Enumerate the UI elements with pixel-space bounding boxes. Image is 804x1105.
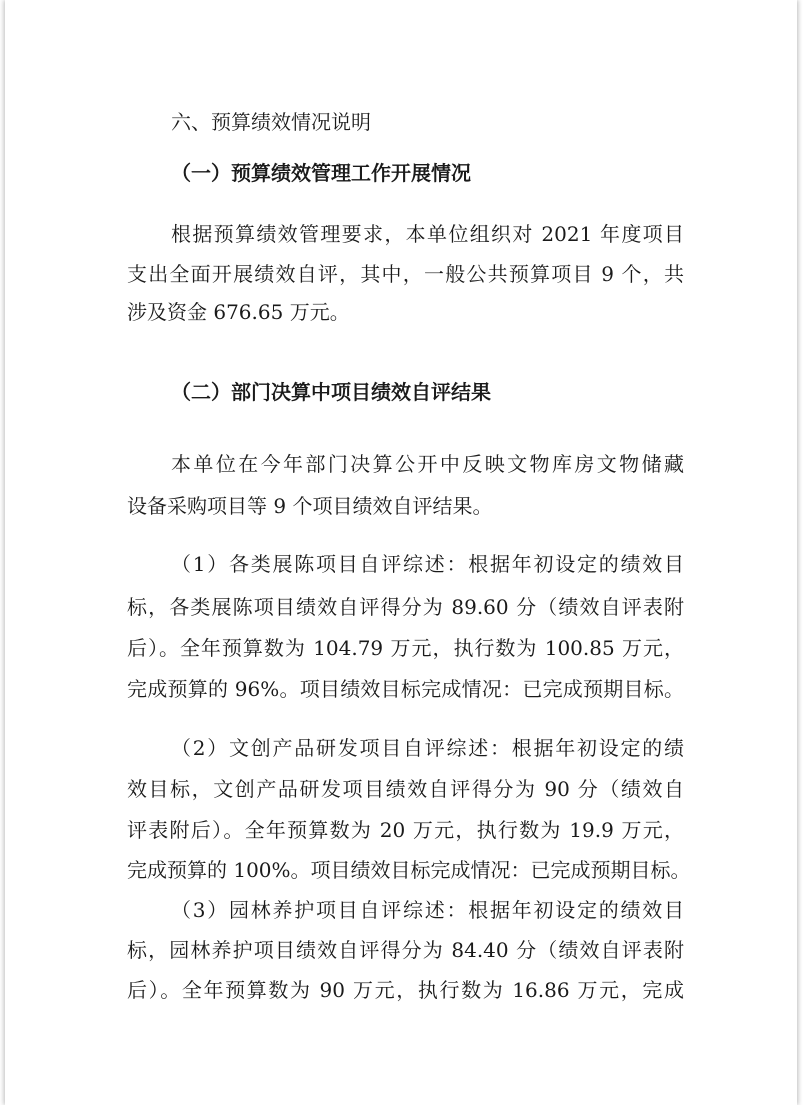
paragraph-1-line-1: 根据预算绩效管理要求，本单位组织对 2021 年度项目 [171, 222, 684, 246]
paragraph-5-line-2: 标，园林养护项目绩效自评得分为 84.40 分（绩效自评表附 [127, 938, 684, 962]
section-title: 六、预算绩效情况说明 [171, 110, 371, 134]
paragraph-5-line-1: （3）园林养护项目自评综述：根据年初设定的绩效目 [171, 898, 684, 922]
paragraph-3-line-3: 后）。全年预算数为 104.79 万元，执行数为 100.85 万元， [127, 636, 684, 660]
paragraph-2-line-2: 设备采购项目等 9 个项目绩效自评结果。 [127, 494, 493, 518]
paragraph-3-line-1: （1）各类展陈项目自评综述：根据年初设定的绩效目 [171, 552, 684, 576]
paragraph-4-line-3: 评表附后）。全年预算数为 20 万元，执行数为 19.9 万元， [127, 818, 684, 842]
paragraph-4-line-1: （2）文创产品研发项目自评综述：根据年初设定的绩 [171, 736, 684, 760]
subsection-title-1: （一）预算绩效管理工作开展情况 [171, 161, 471, 185]
paragraph-4-line-4: 完成预算的 100%。项目绩效目标完成情况：已完成预期目标。 [127, 858, 691, 882]
document-page [5, 0, 797, 1105]
paragraph-1-line-3: 涉及资金 676.65 万元。 [127, 300, 350, 324]
paragraph-2-line-1: 本单位在今年部门决算公开中反映文物库房文物储藏 [171, 452, 684, 476]
paragraph-4-line-2: 效目标，文创产品研发项目绩效自评得分为 90 分（绩效自 [127, 777, 684, 801]
paragraph-5-line-3: 后）。全年预算数为 90 万元，执行数为 16.86 万元，完成 [127, 978, 684, 1002]
paragraph-3-line-4: 完成预算的 96%。项目绩效目标完成情况：已完成预期目标。 [127, 677, 684, 701]
subsection-title-2: （二）部门决算中项目绩效自评结果 [171, 380, 491, 404]
paragraph-3-line-2: 标，各类展陈项目绩效自评得分为 89.60 分（绩效自评表附 [127, 595, 684, 619]
paragraph-1-line-2: 支出全面开展绩效自评，其中，一般公共预算项目 9 个，共 [127, 262, 684, 286]
